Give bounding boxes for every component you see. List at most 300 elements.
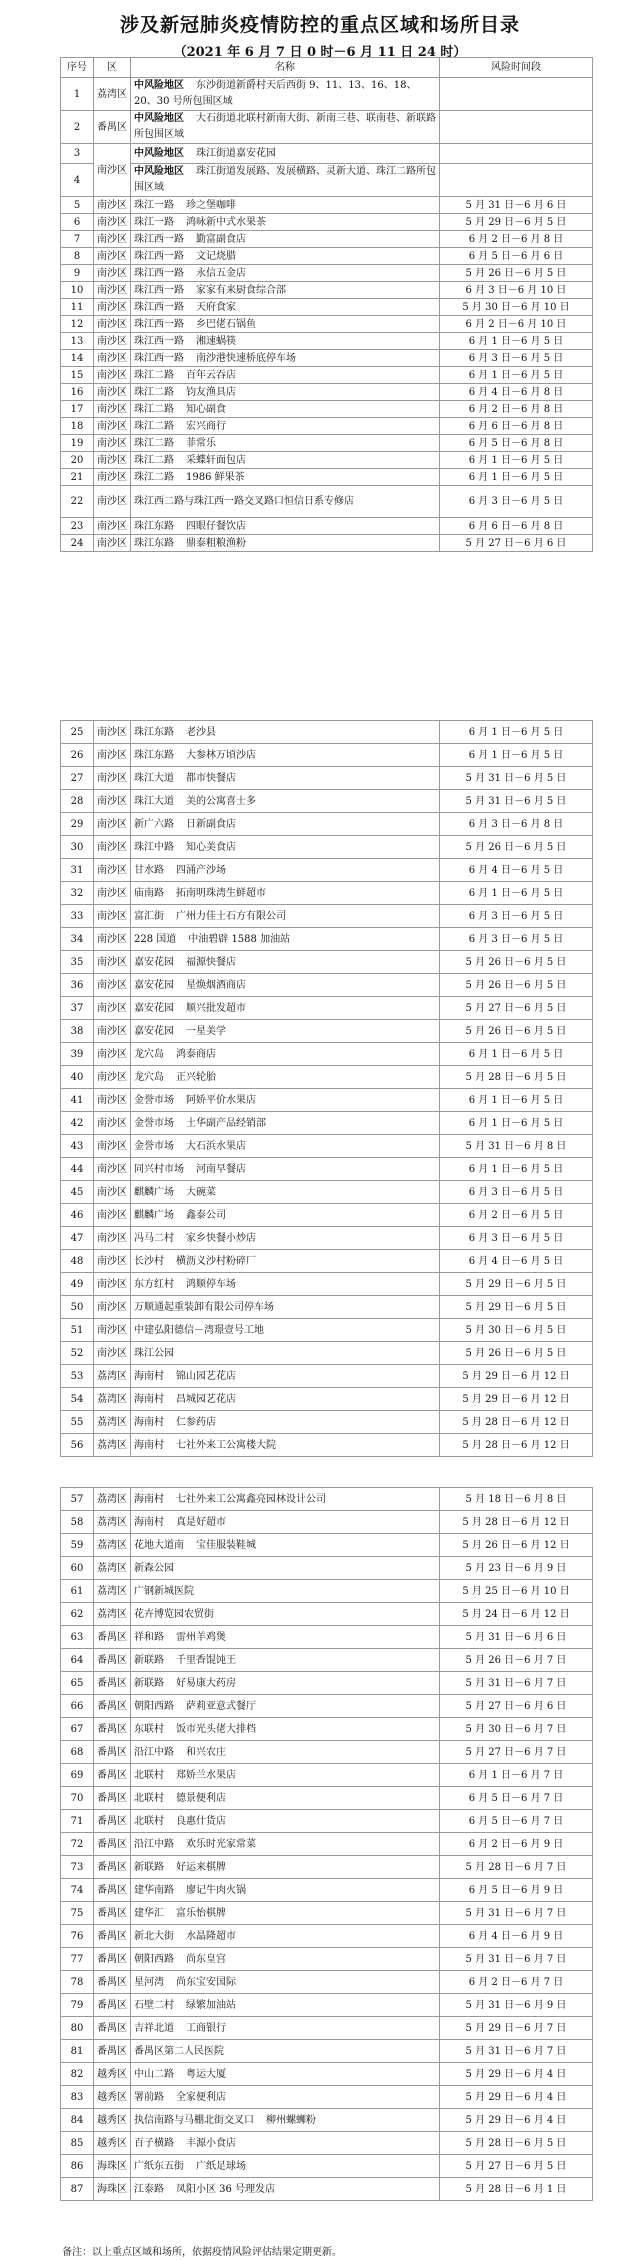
row-number: 62 — [61, 1603, 94, 1626]
row-period: 6 月 3 日－6 月 5 日 — [440, 486, 593, 518]
place-row — [61, 1787, 593, 1810]
row-number: 14 — [61, 350, 94, 367]
row-name — [131, 1342, 440, 1365]
row-name — [131, 316, 440, 333]
row-name — [131, 282, 440, 299]
place-name: 丰源小食店 — [186, 2137, 236, 2149]
row-name — [131, 1365, 440, 1388]
row-district: 南沙区 — [94, 1043, 131, 1066]
row-number: 6 — [61, 214, 94, 231]
row-district: 番禺区 — [94, 1879, 131, 1902]
row-district: 南沙区 — [94, 486, 131, 518]
place-name: 良惠什货店 — [176, 1815, 226, 1827]
row-district: 南沙区 — [94, 997, 131, 1020]
row-district: 南沙区 — [94, 744, 131, 767]
row-district: 南沙区 — [94, 231, 131, 248]
row-number: 65 — [61, 1672, 94, 1695]
place-location: 星河湾 — [134, 1976, 164, 1988]
row-name — [131, 813, 440, 836]
place-name: 勤富副食店 — [196, 233, 246, 245]
row-period: 5 月 31 日－6 月 6 日 — [440, 197, 593, 214]
row-name — [131, 974, 440, 997]
place-location: 珠江西一路 — [134, 301, 184, 313]
row-district: 南沙区 — [94, 1112, 131, 1135]
row-name — [131, 1879, 440, 1902]
row-period: 6 月 4 日－6 月 8 日 — [440, 384, 593, 401]
place-name: 四涌产沙场 — [176, 864, 226, 876]
row-name — [131, 1434, 440, 1457]
row-name — [131, 1787, 440, 1810]
place-location: 珠江二路 — [134, 403, 174, 415]
place-location: 嘉安花园 — [134, 1025, 174, 1037]
place-row — [61, 333, 593, 350]
row-period: 6 月 1 日－6 月 5 日 — [440, 744, 593, 767]
row-number: 70 — [61, 1787, 94, 1810]
row-name — [131, 333, 440, 350]
place-name: 钧友渔具店 — [186, 386, 236, 398]
place-location: 新联路 — [134, 1677, 164, 1689]
place-name: 永信五金店 — [196, 267, 246, 279]
place-name: 湘速蜗筷 — [196, 335, 236, 347]
place-name: 欢乐时光家常菜 — [186, 1838, 256, 1850]
place-row — [61, 1626, 593, 1649]
row-name — [131, 1388, 440, 1411]
row-period: 6 月 1 日－6 月 5 日 — [440, 469, 593, 486]
row-name — [131, 1764, 440, 1787]
row-name — [131, 535, 440, 552]
place-row — [61, 535, 593, 552]
row-name — [131, 1089, 440, 1112]
row-number: 47 — [61, 1227, 94, 1250]
place-location: 中山二路 — [134, 2068, 174, 2080]
row-name — [131, 2132, 440, 2155]
place-name: 和兴农庄 — [186, 1746, 226, 1758]
row-number: 29 — [61, 813, 94, 836]
row-period: 5 月 29 日－6 月 5 日 — [440, 1273, 593, 1296]
row-number: 25 — [61, 721, 94, 744]
place-location: 嘉安花园 — [134, 1002, 174, 1014]
place-name: 广州力佳土石方有限公司 — [176, 910, 286, 922]
row-number: 81 — [61, 2040, 94, 2063]
place-name: 星焕烟酒商店 — [186, 979, 246, 991]
risk-level: 中风险地区 — [134, 166, 184, 177]
row-period: 6 月 1 日－6 月 5 日 — [440, 1112, 593, 1135]
place-name: 百年云吞店 — [186, 369, 236, 381]
row-district: 南沙区 — [94, 248, 131, 265]
place-name: 好易康大药房 — [176, 1677, 236, 1689]
row-number: 15 — [61, 367, 94, 384]
place-row — [61, 1695, 593, 1718]
row-district: 南沙区 — [94, 1204, 131, 1227]
row-period: 5 月 28 日－6 月 12 日 — [440, 1434, 593, 1457]
places-table-part-3 — [60, 1487, 593, 2201]
row-period: 5 月 31 日－6 月 7 日 — [440, 1948, 593, 1971]
place-location: 花卉博览园农贸街 — [134, 1608, 214, 1620]
row-district: 南沙区 — [94, 1158, 131, 1181]
row-district: 南沙区 — [94, 951, 131, 974]
row-name — [131, 951, 440, 974]
row-district: 南沙区 — [94, 518, 131, 535]
row-number: 11 — [61, 299, 94, 316]
row-period: 6 月 1 日－6 月 5 日 — [440, 1043, 593, 1066]
row-number: 63 — [61, 1626, 94, 1649]
place-name: 七社外来工公寓鑫亮园林设计公司 — [176, 1493, 326, 1505]
place-location: 东联村 — [134, 1723, 164, 1735]
row-name — [131, 1135, 440, 1158]
place-name: 大石浜水果店 — [186, 1140, 246, 1152]
place-name: 真是好超市 — [176, 1516, 226, 1528]
place-location: 麒麟广场 — [134, 1186, 174, 1198]
place-row — [61, 836, 593, 859]
place-name: 老沙县 — [186, 726, 216, 738]
place-name: 柳州螺蛳粉 — [266, 2114, 316, 2126]
row-name — [131, 1411, 440, 1434]
row-period: 5 月 18 日－6 月 8 日 — [440, 1488, 593, 1511]
row-period: 5 月 30 日－6 月 5 日 — [440, 1319, 593, 1342]
row-number: 17 — [61, 401, 94, 418]
row-period: 6 月 2 日－6 月 7 日 — [440, 1971, 593, 1994]
row-period: 5 月 29 日－6 月 4 日 — [440, 2086, 593, 2109]
row-number: 34 — [61, 928, 94, 951]
row-period: 5 月 31 日－6 月 5 日 — [440, 767, 593, 790]
place-row — [61, 1580, 593, 1603]
row-district: 荔湾区 — [94, 1580, 131, 1603]
row-district: 南沙区 — [94, 299, 131, 316]
place-row — [61, 418, 593, 435]
place-location: 龙穴岛 — [134, 1048, 164, 1060]
row-name — [131, 1580, 440, 1603]
row-name — [131, 2155, 440, 2178]
place-row — [61, 384, 593, 401]
place-name: 大碗菜 — [186, 1186, 216, 1198]
row-name — [131, 111, 440, 144]
row-name — [131, 144, 440, 164]
place-location: 广纸东五街 — [134, 2160, 184, 2172]
row-name — [131, 1227, 440, 1250]
row-period: 6 月 1 日－6 月 5 日 — [440, 1089, 593, 1112]
row-period: 6 月 2 日－6 月 9 日 — [440, 1833, 593, 1856]
place-location: 珠江西一路 — [134, 250, 184, 262]
row-number: 67 — [61, 1718, 94, 1741]
row-district: 南沙区 — [94, 282, 131, 299]
place-name: 德景便利店 — [176, 1792, 226, 1804]
row-number: 45 — [61, 1181, 94, 1204]
row-name — [131, 1649, 440, 1672]
row-district: 番禺区 — [94, 1810, 131, 1833]
row-number: 53 — [61, 1365, 94, 1388]
place-row — [61, 248, 593, 265]
place-row — [61, 1434, 593, 1457]
row-period: 5 月 26 日－6 月 5 日 — [440, 836, 593, 859]
risk-level: 中风险地区 — [134, 147, 184, 159]
place-name: 阿娇平价水果店 — [186, 1094, 256, 1106]
place-location: 珠江二路 — [134, 454, 174, 466]
row-district: 越秀区 — [94, 2109, 131, 2132]
row-name — [131, 384, 440, 401]
row-period — [440, 164, 593, 197]
row-district: 番禺区 — [94, 111, 131, 144]
row-name — [131, 1043, 440, 1066]
row-district: 南沙区 — [94, 1227, 131, 1250]
place-location: 百子横路 — [134, 2137, 174, 2149]
row-number: 10 — [61, 282, 94, 299]
row-name — [131, 486, 440, 518]
row-name — [131, 905, 440, 928]
place-location: 执信南路与马棚北街交叉口 — [134, 2114, 254, 2126]
row-name — [131, 997, 440, 1020]
row-number: 77 — [61, 1948, 94, 1971]
row-district: 南沙区 — [94, 1020, 131, 1043]
row-district: 番禺区 — [94, 1741, 131, 1764]
place-location: 珠江东路 — [134, 537, 174, 549]
row-name — [131, 1158, 440, 1181]
row-period: 5 月 31 日－6 月 6 日 — [440, 1626, 593, 1649]
header-name: 名称 — [131, 58, 440, 78]
row-period: 6 月 1 日－6 月 5 日 — [440, 367, 593, 384]
row-district: 番禺区 — [94, 1971, 131, 1994]
row-name — [131, 1319, 440, 1342]
place-row — [61, 282, 593, 299]
place-row — [61, 1342, 593, 1365]
row-number: 8 — [61, 248, 94, 265]
row-period: 5 月 29 日－6 月 12 日 — [440, 1388, 593, 1411]
row-number: 22 — [61, 486, 94, 518]
row-number: 16 — [61, 384, 94, 401]
row-district: 南沙区 — [94, 144, 131, 197]
row-name — [131, 1204, 440, 1227]
row-number: 37 — [61, 997, 94, 1020]
place-location: 建华南路 — [134, 1884, 174, 1896]
row-name — [131, 1741, 440, 1764]
row-period: 5 月 28 日－6 月 12 日 — [440, 1511, 593, 1534]
row-district: 南沙区 — [94, 1135, 131, 1158]
header-district: 区 — [94, 58, 131, 78]
place-row — [61, 1112, 593, 1135]
place-name: 日新副食店 — [186, 818, 236, 830]
place-location: 中建弘阳德信－湾璟壹号工地 — [134, 1324, 264, 1336]
place-row — [61, 1158, 593, 1181]
row-name — [131, 1296, 440, 1319]
place-name: 工商银行 — [186, 2022, 226, 2034]
place-name: 昌城园艺花店 — [176, 1393, 236, 1405]
row-name — [131, 1273, 440, 1296]
row-name — [131, 1948, 440, 1971]
row-district: 南沙区 — [94, 401, 131, 418]
place-row — [61, 744, 593, 767]
place-name: 凤阳小区 36 号理发店 — [176, 2183, 276, 2195]
place-location: 富汇街 — [134, 910, 164, 922]
place-row — [61, 214, 593, 231]
place-row — [61, 299, 593, 316]
place-name: 一星美学 — [186, 1025, 226, 1037]
row-district: 荔湾区 — [94, 1411, 131, 1434]
row-name — [131, 2063, 440, 2086]
row-name — [131, 1534, 440, 1557]
place-location: 广钢新城医院 — [134, 1585, 194, 1597]
row-district: 南沙区 — [94, 859, 131, 882]
place-row — [61, 469, 593, 486]
row-district: 荔湾区 — [94, 1511, 131, 1534]
place-name: 七社外来工公寓楼大院 — [176, 1439, 276, 1451]
row-name — [131, 452, 440, 469]
row-name — [131, 299, 440, 316]
row-number: 54 — [61, 1388, 94, 1411]
row-district: 荔湾区 — [94, 78, 131, 111]
place-row — [61, 767, 593, 790]
row-number: 68 — [61, 1741, 94, 1764]
place-row — [61, 1534, 593, 1557]
row-number: 12 — [61, 316, 94, 333]
row-district: 南沙区 — [94, 197, 131, 214]
place-location: 珠江二路 — [134, 420, 174, 432]
row-period: 5 月 29 日－6 月 4 日 — [440, 2109, 593, 2132]
place-location: 珠江二路 — [134, 369, 174, 381]
footnote: 备注：以上重点区域和场所，依据疫情风险评估结果定期更新。 — [62, 2247, 342, 2258]
place-name: 郑娇兰水果店 — [176, 1769, 236, 1781]
row-name — [131, 1488, 440, 1511]
row-number: 27 — [61, 767, 94, 790]
place-location: 新北大街 — [134, 1930, 174, 1942]
row-district: 南沙区 — [94, 1273, 131, 1296]
row-number: 82 — [61, 2063, 94, 2086]
row-period: 6 月 1 日－6 月 5 日 — [440, 333, 593, 350]
row-district: 番禺区 — [94, 1856, 131, 1879]
place-name: 千里香馄饨王 — [176, 1654, 236, 1666]
place-name: 仁参药店 — [176, 1416, 216, 1428]
row-district: 番禺区 — [94, 1925, 131, 1948]
place-row — [61, 401, 593, 418]
risk-area-row — [61, 78, 593, 111]
place-location: 龙穴岛 — [134, 1071, 164, 1083]
row-period: 6 月 5 日－6 月 8 日 — [440, 435, 593, 452]
row-district: 南沙区 — [94, 974, 131, 997]
row-period: 5 月 26 日－6 月 12 日 — [440, 1534, 593, 1557]
place-location: 新森公园 — [134, 1562, 174, 1574]
place-name: 鸿顺停车场 — [186, 1278, 236, 1290]
row-period — [440, 144, 593, 164]
row-district: 南沙区 — [94, 1066, 131, 1089]
place-row — [61, 197, 593, 214]
row-number: 44 — [61, 1158, 94, 1181]
place-row — [61, 518, 593, 535]
row-period: 5 月 26 日－6 月 5 日 — [440, 974, 593, 997]
place-location: 沿江中路 — [134, 1838, 174, 1850]
place-location: 珠江一路 — [134, 199, 174, 211]
row-name — [131, 248, 440, 265]
row-district: 海珠区 — [94, 2178, 131, 2201]
place-row — [61, 1718, 593, 1741]
row-period: 5 月 23 日－6 月 9 日 — [440, 1557, 593, 1580]
row-district: 南沙区 — [94, 790, 131, 813]
row-district: 南沙区 — [94, 1342, 131, 1365]
row-district: 南沙区 — [94, 367, 131, 384]
place-row — [61, 1319, 593, 1342]
row-district: 南沙区 — [94, 882, 131, 905]
place-location: 珠江二路 — [134, 437, 174, 449]
row-number: 71 — [61, 1810, 94, 1833]
row-name — [131, 882, 440, 905]
place-row — [61, 2063, 593, 2086]
place-row — [61, 1557, 593, 1580]
row-period: 6 月 1 日－6 月 5 日 — [440, 882, 593, 905]
row-district: 南沙区 — [94, 1250, 131, 1273]
row-district: 荔湾区 — [94, 1388, 131, 1411]
place-location: 珠江西一路 — [134, 352, 184, 364]
header-period: 风险时间段 — [440, 58, 593, 78]
row-district: 南沙区 — [94, 928, 131, 951]
place-row — [61, 1204, 593, 1227]
row-period: 5 月 28 日－6 月 5 日 — [440, 2132, 593, 2155]
row-number: 19 — [61, 435, 94, 452]
place-name: 家乡快餐小炒店 — [186, 1232, 256, 1244]
place-location: 海南村 — [134, 1493, 164, 1505]
row-district: 南沙区 — [94, 1296, 131, 1319]
place-row — [61, 1948, 593, 1971]
row-name — [131, 469, 440, 486]
row-district: 荔湾区 — [94, 1488, 131, 1511]
place-name: 水晶隆超市 — [186, 1930, 236, 1942]
place-row — [61, 997, 593, 1020]
risk-area-row — [61, 111, 593, 144]
place-row — [61, 1879, 593, 1902]
row-period: 6 月 4 日－6 月 5 日 — [440, 859, 593, 882]
row-number: 75 — [61, 1902, 94, 1925]
header-no: 序号 — [61, 58, 94, 78]
place-name: 菲常乐 — [186, 437, 216, 449]
place-name: 东沙街道新爵村天后西街 9、11、13、16、18、20、30 号所包围区域 — [134, 80, 417, 107]
place-name: 富乐怡棋牌 — [176, 1907, 226, 1919]
row-name — [131, 1925, 440, 1948]
places-table-part-1 — [60, 57, 593, 552]
place-name: 广纸足球场 — [196, 2160, 246, 2172]
row-number: 80 — [61, 2017, 94, 2040]
place-location: 北联村 — [134, 1792, 164, 1804]
place-name: 文记烧腊 — [196, 250, 236, 262]
row-district: 南沙区 — [94, 905, 131, 928]
row-name — [131, 721, 440, 744]
place-row — [61, 2178, 593, 2201]
risk-level: 中风险地区 — [134, 80, 184, 91]
row-district: 南沙区 — [94, 836, 131, 859]
place-row — [61, 1227, 593, 1250]
row-number: 78 — [61, 1971, 94, 1994]
row-number: 7 — [61, 231, 94, 248]
row-name — [131, 435, 440, 452]
row-district: 番禺区 — [94, 1994, 131, 2017]
row-period: 5 月 29 日－6 月 7 日 — [440, 2017, 593, 2040]
place-location: 东方红村 — [134, 1278, 174, 1290]
place-name: 好运来棋牌 — [176, 1861, 226, 1873]
row-district: 番禺区 — [94, 1948, 131, 1971]
row-district: 越秀区 — [94, 2063, 131, 2086]
place-location: 珠江西一路 — [134, 233, 184, 245]
row-name — [131, 1511, 440, 1534]
risk-level: 中风险地区 — [134, 113, 184, 124]
row-number: 5 — [61, 197, 94, 214]
row-period: 5 月 28 日－6 月 12 日 — [440, 1411, 593, 1434]
row-number: 48 — [61, 1250, 94, 1273]
place-location: 冯马二村 — [134, 1232, 174, 1244]
place-row — [61, 316, 593, 333]
place-location: 新联路 — [134, 1861, 164, 1873]
place-location: 嘉安花园 — [134, 956, 174, 968]
place-location: 朝阳西路 — [134, 1700, 174, 1712]
place-name: 知心美食店 — [186, 841, 236, 853]
row-number: 35 — [61, 951, 94, 974]
place-name: 乡巴佬石锅鱼 — [196, 318, 256, 330]
place-location: 珠江东路 — [134, 520, 174, 532]
row-district: 荔湾区 — [94, 1434, 131, 1457]
